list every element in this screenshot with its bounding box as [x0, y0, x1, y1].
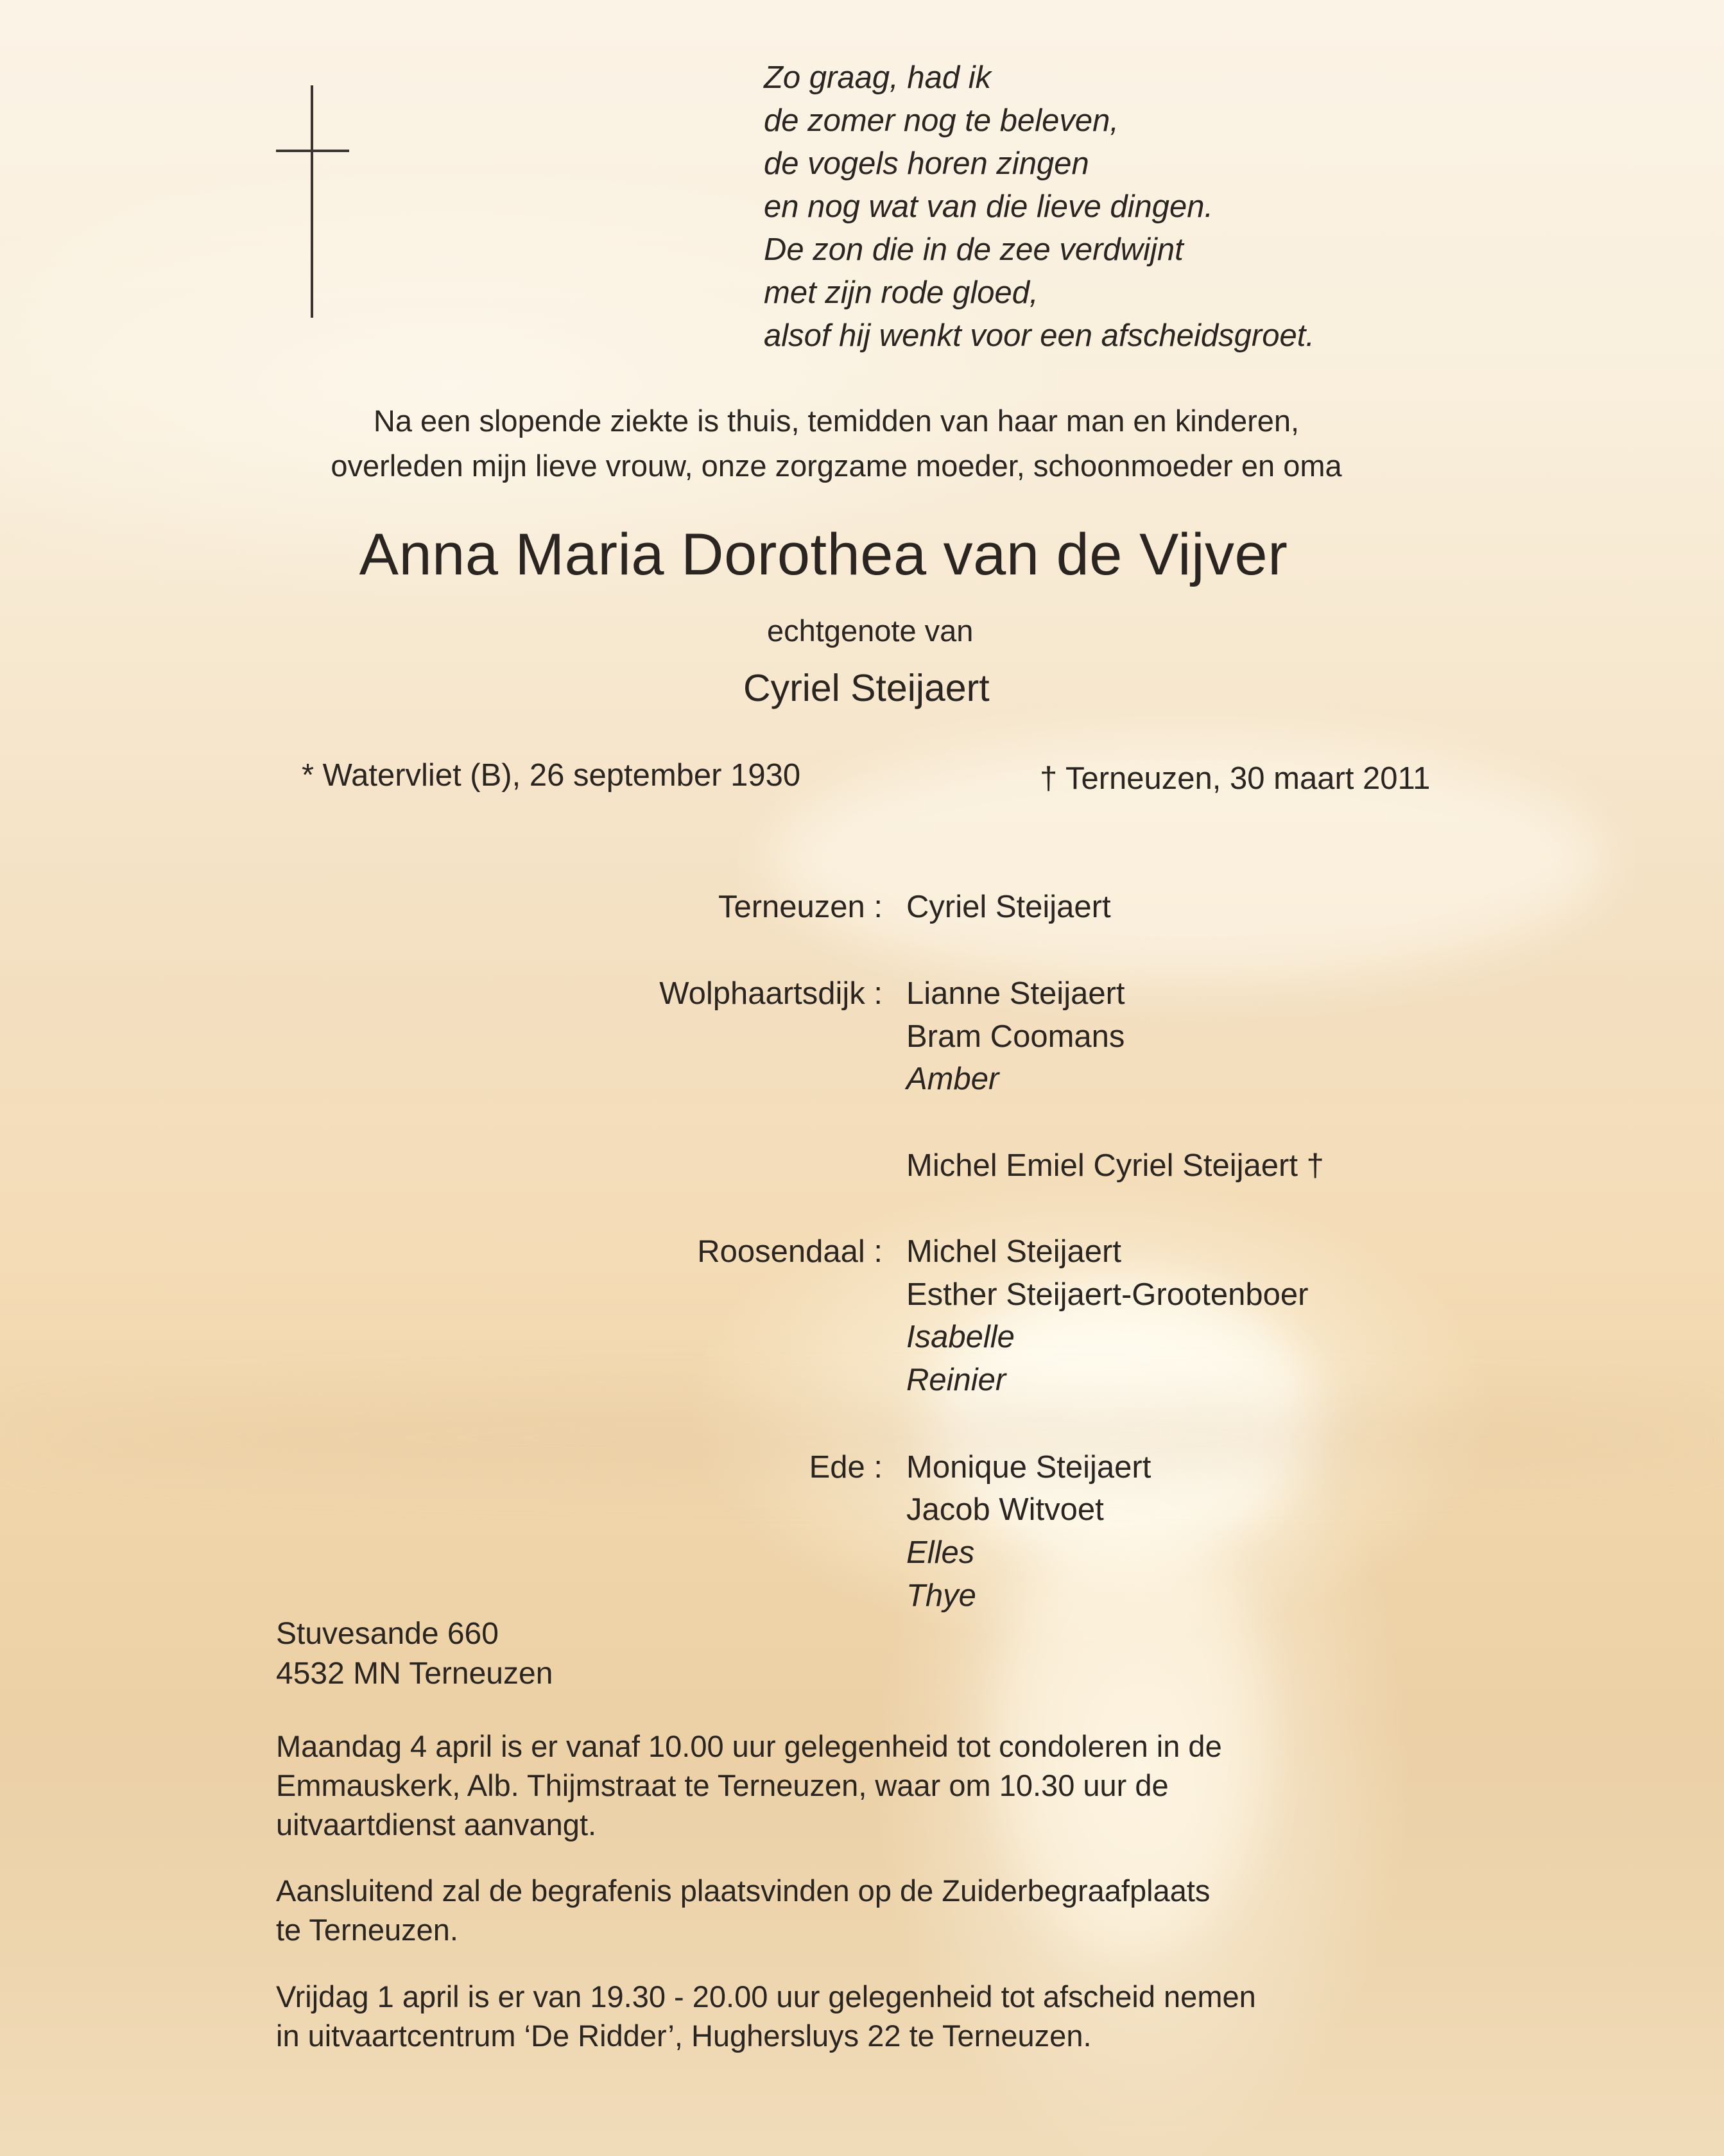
intro-line-1: Na een slopende ziekte is thuis, temidden van haar man en kinderen, [373, 404, 1300, 438]
notice-line: in uitvaartcentrum ‘De Ridder’, Hughersluys 22 te Terneuzen. [276, 2019, 1092, 2053]
poem-line: de zomer nog te beleven, [764, 103, 1119, 138]
family-member: Elles [906, 1535, 975, 1570]
notice-line: Emmauskerk, Alb. Thijmstraat te Terneuzen, waar om 10.30 uur de [276, 1768, 1169, 1802]
notice-burial [276, 1871, 1210, 1949]
spouse-name: Cyriel Steijaert [743, 667, 990, 709]
intro-line-2: overleden mijn lieve vrouw, onze zorgzame moeder, schoonmoeder en oma [331, 449, 1342, 483]
birth-info: * Watervliet (B), 26 september 1930 [302, 758, 801, 793]
family-place: Roosendaal : [697, 1234, 883, 1269]
poem-line: De zon die in de zee verdwijnt [764, 232, 1184, 267]
cross-icon-bar [276, 150, 349, 152]
family-member: Esther Steijaert-Grootenboer [906, 1277, 1309, 1312]
poem [764, 56, 1315, 358]
family-member: Cyriel Steijaert [906, 890, 1111, 924]
family-member: Isabelle [906, 1320, 1015, 1354]
poem-line: de vogels horen zingen [764, 146, 1089, 181]
poem-line: Zo graag, had ik [764, 60, 992, 95]
notice-line: uitvaartdienst aanvangt. [276, 1807, 597, 1841]
family-member: Monique Steijaert [906, 1450, 1151, 1485]
poem-line: en nog wat van die lieve dingen. [764, 189, 1214, 224]
notice-condolence [276, 1727, 1222, 1844]
address-street: Stuvesande 660 [276, 1617, 499, 1651]
family-member: Lianne Steijaert [906, 976, 1125, 1011]
family-place: Wolphaartsdijk : [659, 976, 883, 1011]
notice-line: Vrijdag 1 april is er van 19.30 - 20.00 uur gelegenheid tot afscheid nemen [276, 1979, 1256, 2014]
notice-farewell [276, 1977, 1256, 2055]
family-member: Reinier [906, 1363, 1006, 1397]
notice-line: Aansluitend zal de begrafenis plaatsvinden op de Zuiderbegraafplaats [276, 1874, 1211, 1908]
family-member: Bram Coomans [906, 1019, 1125, 1054]
family-member: Amber [906, 1062, 999, 1096]
family-member: Jacob Witvoet [906, 1492, 1104, 1527]
cross-icon [311, 85, 313, 318]
family-member: Michel Emiel Cyriel Steijaert † [906, 1148, 1324, 1183]
notice-line: Maandag 4 april is er vanaf 10.00 uur gelegenheid tot condoleren in de [276, 1729, 1222, 1763]
spouse-prefix: echtgenote van [767, 614, 974, 648]
poem-line: alsof hij wenkt voor een afscheidsgroet. [764, 318, 1315, 353]
death-info: † Terneuzen, 30 maart 2011 [1040, 761, 1431, 796]
family-member: Thye [906, 1578, 976, 1613]
deceased-name: Anna Maria Dorothea van de Vijver [359, 522, 1288, 587]
notice-line: te Terneuzen. [276, 1913, 458, 1947]
poem-line: met zijn rode gloed, [764, 275, 1039, 310]
family-member: Michel Steijaert [906, 1234, 1121, 1269]
address-city: 4532 MN Terneuzen [276, 1657, 553, 1691]
family-place: Terneuzen : [718, 890, 883, 924]
family-place: Ede : [809, 1450, 883, 1485]
